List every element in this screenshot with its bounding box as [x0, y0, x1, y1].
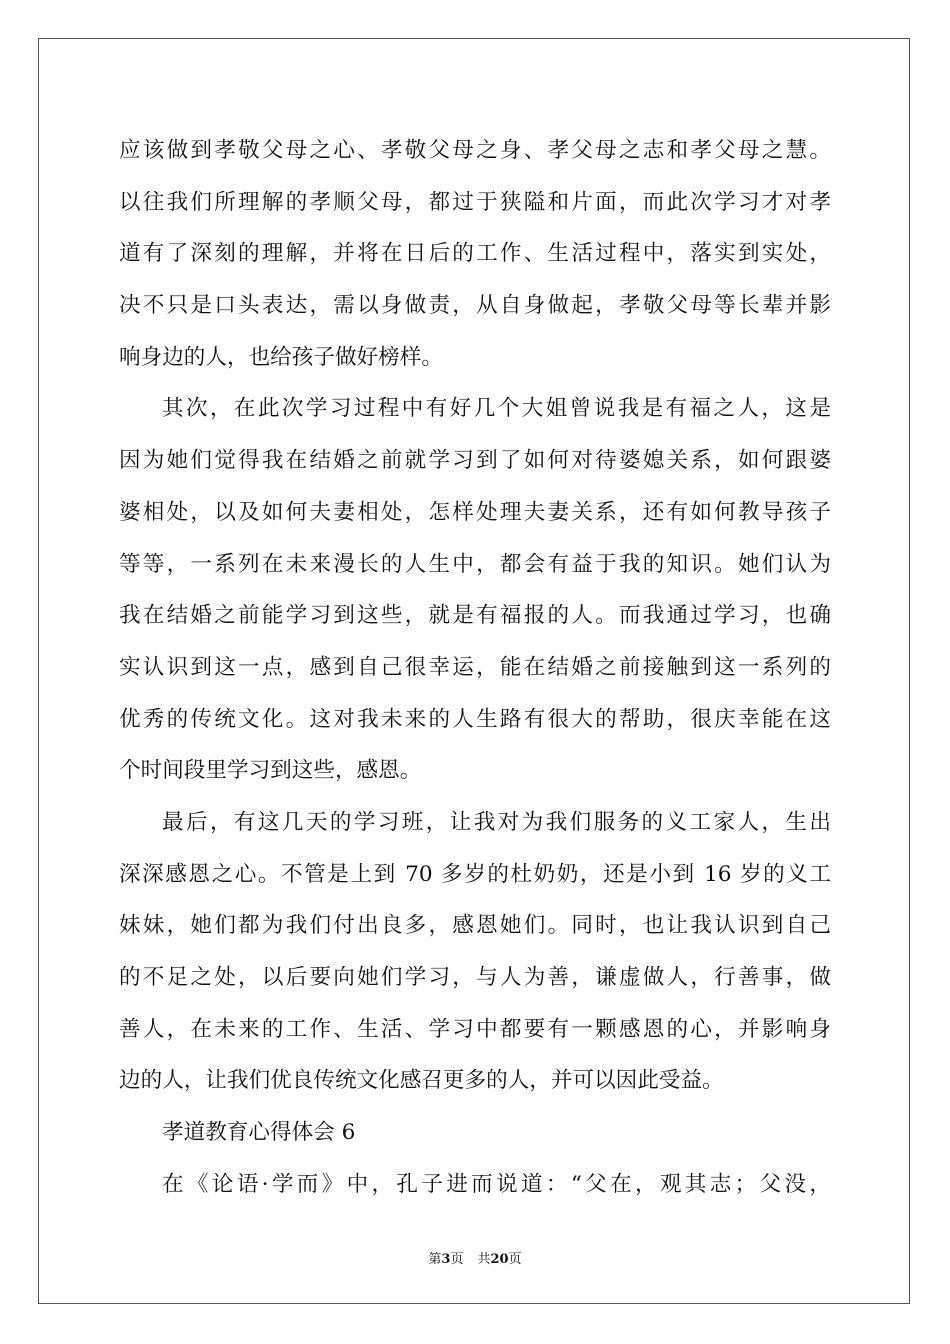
text-line: 边的人，让我们优良传统文化感召更多的人，并可以因此受益。: [119, 1068, 724, 1094]
text-line: 道有了深刻的理解，并将在日后的工作、生活过程中，落实到实处，: [119, 241, 831, 267]
page-prefix: 第: [428, 1252, 442, 1267]
text-line: 以往我们所理解的孝顺父母，都过于狭隘和片面，而此次学习才对孝: [119, 189, 831, 215]
text-line: 善人，在未来的工作、生活、学习中都要有一颗感恩的心，并影响身: [119, 1016, 831, 1042]
text-line: 婆相处，以及如何夫妻相处，怎样处理夫妻关系，还有如何教导孩子: [119, 499, 831, 525]
page-suffix: 页: [450, 1252, 464, 1267]
text-line: 最后，有这几天的学习班，让我对为我们服务的义工家人，生出: [162, 809, 831, 835]
text-line: 妹妹，她们都为我们付出良多，感恩她们。同时，也让我认识到自己: [119, 913, 831, 939]
total-suffix: 页: [508, 1252, 522, 1267]
text-line: 因为她们觉得我在结婚之前就学习到了如何对待婆媳关系，如何跟婆: [119, 448, 831, 474]
text-line: 其次，在此次学习过程中有好几个大姐曾说我是有福之人，这是: [162, 396, 831, 422]
text-line: 决不只是口头表达，需以身做责，从自身做起，孝敬父母等长辈并影: [119, 293, 831, 319]
text-line: 实认识到这一点，感到自己很幸运，能在结婚之前接触到这一系列的: [119, 654, 831, 680]
text-line: 的不足之处，以后要向她们学习，与人为善，谦虚做人，行善事，做: [119, 965, 831, 990]
text-line: 等等，一系列在未来漫长的人生中，都会有益于我的知识。她们认为: [119, 551, 831, 577]
section-heading: 孝道教育心得体会 6: [162, 1120, 356, 1146]
text-line: 在《论语·学而》中，孔子进而说道：“父在，观其志；父没，: [162, 1171, 831, 1197]
text-line: 应该做到孝敬父母之心、孝敬父母之身、孝父母之志和孝父母之慧。: [119, 138, 831, 163]
total-pages: 20: [490, 1252, 509, 1267]
document-body: [119, 125, 831, 1210]
text-line: 优秀的传统文化。这对我未来的人生路有很大的帮助，很庆幸能在这: [119, 706, 831, 732]
text-line: 个时间段里学习到这些，感恩。: [119, 758, 422, 784]
page-footer: [0, 1248, 950, 1267]
text-line: 我在结婚之前能学习到这些，就是有福报的人。而我通过学习，也确: [119, 603, 831, 629]
page-number: 3: [441, 1252, 451, 1267]
total-prefix: 共: [477, 1252, 491, 1267]
text-line: 深深感恩之心。不管是上到 70 多岁的杜奶奶，还是小到 16 岁的义工: [119, 861, 831, 887]
text-line: 响身边的人，也给孩子做好榜样。: [119, 344, 443, 370]
